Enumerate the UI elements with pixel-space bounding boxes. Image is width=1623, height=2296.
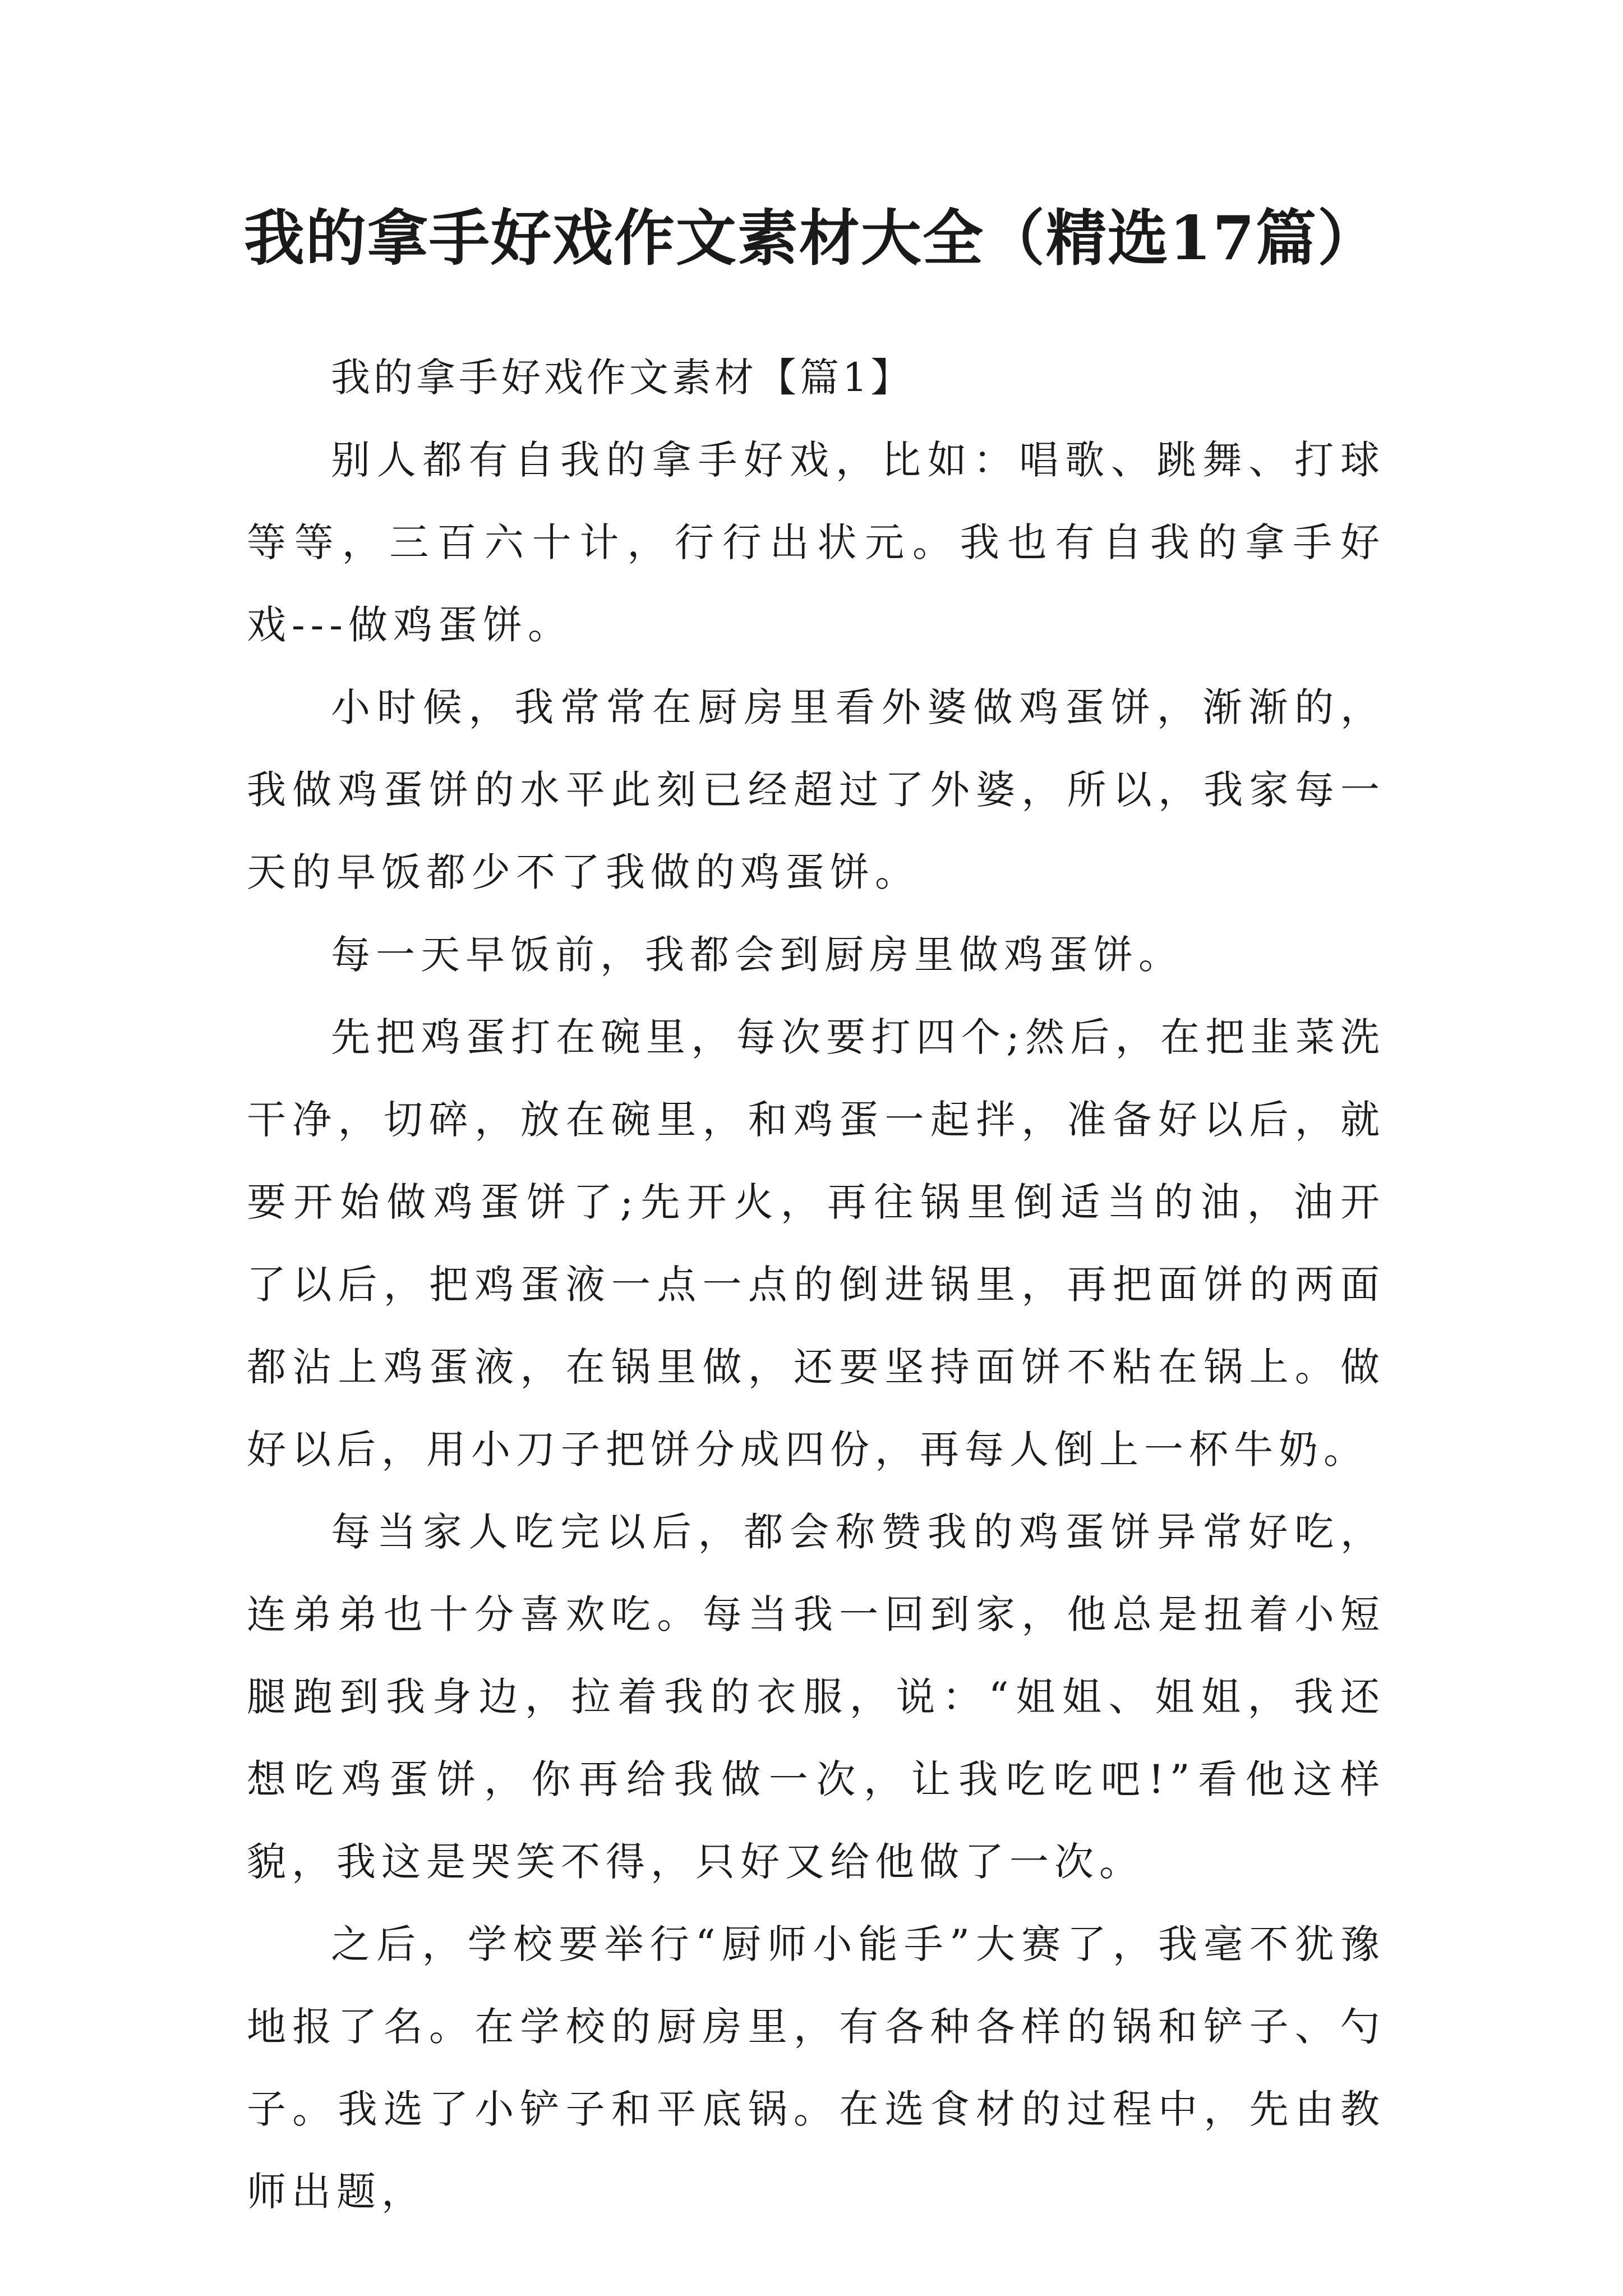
paragraph: 别人都有自我的拿手好戏，比如：唱歌、跳舞、打球等等，三百六十计，行行出状元。我也有自我的拿手好戏---做鸡蛋饼。 [247,437,1385,648]
document-title: 我的拿手好戏作文素材大全（精选17篇） [243,203,1380,274]
paragraph: 之后，学校要举行“厨师小能手”大赛了，我毫不犹豫地报了名。在学校的厨房里，有各种各样的锅和铲子、勺子。我选了小铲子和平底锅。在选食材的过程中，先由教师出题， [247,1921,1385,2215]
paragraph: 每当家人吃完以后，都会称赞我的鸡蛋饼异常好吃，连弟弟也十分喜欢吃。每当我一回到家，他总是扭着小短腿跑到我身边，拉着我的衣服，说：“姐姐、姐姐，我还想吃鸡蛋饼，你再给我做一次，让我吃吃吧!”看他这样貌，我这是哭笑不得，只好又给他做了一次。 [247,1509,1385,1885]
paragraph: 小时候，我常常在厨房里看外婆做鸡蛋饼，渐渐的，我做鸡蛋饼的水平此刻已经超过了外婆，所以，我家每一天的早饭都少不了我做的鸡蛋饼。 [247,684,1385,895]
section-heading: 我的拿手好戏作文素材【篇1】 [331,355,914,401]
document-body [247,337,1385,2233]
paragraph: 先把鸡蛋打在碗里，每次要打四个;然后，在把韭菜洗干净，切碎，放在碗里，和鸡蛋一起拌，准备好以后，就要开始做鸡蛋饼了;先开火，再往锅里倒适当的油，油开了以后，把鸡蛋液一点一点的倒进锅里，再把面饼的两面都沾上鸡蛋液，在锅里做，还要坚持面饼不粘在锅上。做好以后，用小刀子把饼分成四份，再每人倒上一杯牛奶。 [247,1014,1385,1473]
paragraph: 每一天早饭前，我都会到厨房里做鸡蛋饼。 [331,932,1183,978]
